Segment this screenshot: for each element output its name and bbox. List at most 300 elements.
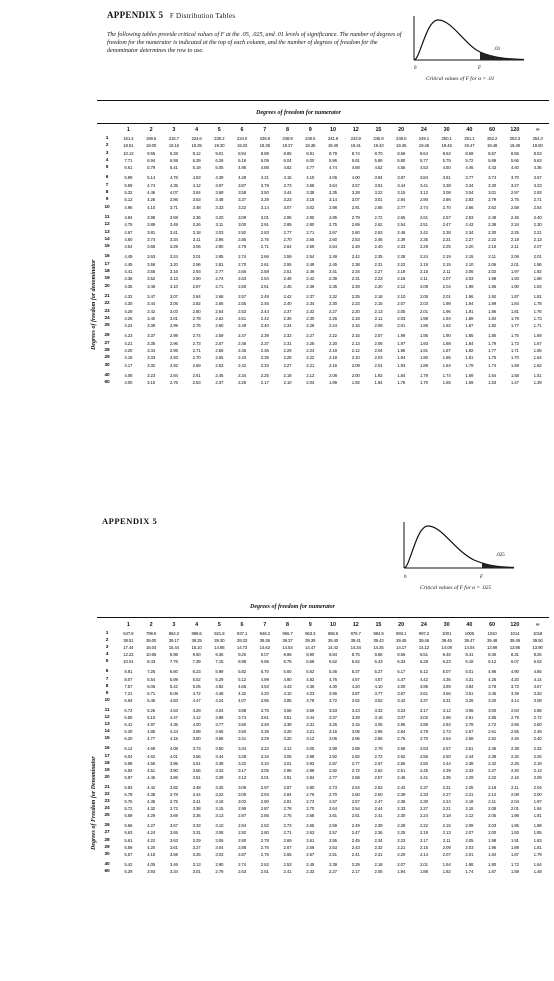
- critical-value-cell: 3.17: [419, 707, 428, 713]
- critical-value-cell: 2.53: [374, 784, 383, 790]
- critical-value-cell: 2.85: [215, 254, 224, 260]
- critical-value-cell: 2.49: [533, 729, 542, 735]
- critical-value-cell: 9.55: [147, 150, 156, 156]
- critical-value-cell: 2.83: [465, 197, 474, 203]
- table-row: [97, 721, 549, 728]
- critical-value-cell: 2.09: [374, 323, 383, 329]
- critical-value-cell: 19.38: [305, 143, 316, 149]
- critical-value-cell: 2.64: [351, 784, 360, 790]
- critical-value-cell: 4.45: [124, 261, 133, 267]
- critical-value-cell: 3.06: [329, 736, 337, 742]
- critical-value-cell: 2.01: [374, 362, 383, 368]
- critical-value-cell: 6.54: [147, 676, 156, 682]
- critical-value-cell: 243.9: [350, 136, 361, 141]
- appendix-label-2: APPENDIX 5: [102, 516, 158, 526]
- critical-value-cell: 9.60: [192, 652, 201, 658]
- critical-value-cell: 2.65: [306, 823, 315, 829]
- critical-value-cell: 3.33: [192, 823, 201, 829]
- critical-value-cell: 1.76: [533, 308, 542, 314]
- table-row: [97, 171, 549, 181]
- critical-value-cell: 5.52: [192, 676, 201, 682]
- denominator-df-cell: 40: [104, 861, 110, 867]
- critical-value-cell: 2.80: [192, 308, 201, 314]
- critical-value-cell: 2.51: [260, 868, 269, 874]
- critical-value-cell: 3.96: [329, 690, 337, 696]
- critical-value-cell: 2.01: [419, 308, 428, 314]
- critical-value-cell: 7.15: [215, 659, 224, 665]
- critical-value-cell: 3.24: [169, 254, 178, 260]
- critical-value-cell: 5.59: [124, 844, 133, 850]
- critical-value-cell: 3.20: [169, 261, 178, 267]
- critical-value-cell: 2.47: [442, 222, 451, 228]
- critical-value-cell: 2.53: [283, 861, 292, 867]
- denominator-df-cell: 30: [104, 851, 110, 857]
- critical-value-cell: 2.70: [419, 736, 428, 742]
- critical-value-cell: 2.74: [238, 861, 247, 867]
- critical-value-cell: 3.15: [329, 729, 337, 735]
- critical-value-cell: 3.59: [306, 707, 315, 713]
- critical-value-cell: 2.13: [351, 340, 360, 346]
- critical-value-cell: 2.18: [374, 861, 383, 867]
- critical-value-cell: 254.3: [532, 136, 543, 141]
- critical-value-cell: 2.54: [533, 204, 542, 210]
- critical-value-cell: 993.1: [396, 631, 407, 636]
- critical-value-cell: 1.84: [397, 372, 406, 378]
- critical-value-cell: 4.30: [124, 301, 133, 307]
- critical-value-cell: 3.13: [238, 774, 247, 780]
- curve-origin-label: 0: [414, 66, 417, 71]
- numerator-df-header: 2: [149, 622, 153, 628]
- critical-value-cell: 2.75: [329, 222, 337, 228]
- critical-value-cell: 6.62: [329, 659, 337, 665]
- critical-value-cell: 3.44: [397, 182, 406, 188]
- critical-value-cell: 3.59: [169, 851, 178, 857]
- critical-value-cell: 2.46: [510, 736, 519, 742]
- critical-value-cell: 240.5: [305, 136, 316, 141]
- critical-value-cell: 4.08: [169, 746, 178, 752]
- critical-value-cell: 4.12: [192, 715, 201, 721]
- table-row: [97, 211, 549, 221]
- critical-value-cell: 2.39: [374, 823, 383, 829]
- critical-value-cell: 4.53: [192, 175, 201, 181]
- denominator-df-cell: 25: [104, 813, 110, 819]
- critical-value-cell: 2.46: [397, 774, 406, 780]
- critical-value-cell: 2.98: [169, 333, 178, 339]
- critical-value-cell: 9.07: [260, 652, 269, 658]
- denominator-df-cell: 5: [105, 165, 109, 171]
- critical-value-cell: 199.5: [145, 136, 157, 141]
- critical-value-cell: 4.40: [510, 165, 519, 171]
- numerator-df-header: 10: [329, 622, 336, 628]
- critical-value-cell: 2.25: [510, 229, 519, 235]
- denominator-df-cell: 17: [104, 261, 110, 267]
- curve-origin-label: 0: [404, 575, 407, 580]
- critical-value-cell: 3.78: [488, 683, 497, 689]
- table-row: [97, 347, 549, 354]
- critical-value-cell: 4.74: [329, 165, 337, 171]
- critical-value-cell: 6.52: [351, 659, 360, 665]
- critical-value-cell: 3.08: [442, 190, 451, 196]
- critical-value-cell: 2.46: [306, 269, 315, 275]
- table-row: [97, 774, 549, 781]
- critical-value-cell: 2.18: [351, 315, 360, 321]
- critical-value-cell: 2.77: [283, 229, 292, 235]
- critical-value-cell: 2.51: [351, 813, 360, 819]
- critical-value-cell: 2.53: [465, 214, 474, 220]
- numerator-df-header: 20: [398, 127, 405, 133]
- critical-value-cell: 2.64: [283, 244, 292, 250]
- critical-value-cell: 19.47: [464, 143, 475, 149]
- critical-value-cell: 1.86: [488, 308, 497, 314]
- critical-value-cell: 2.10: [283, 380, 292, 386]
- critical-value-cell: 2.35: [442, 774, 451, 780]
- critical-value-cell: 4.28: [192, 707, 201, 713]
- critical-value-cell: 7.71: [124, 157, 133, 163]
- critical-value-cell: 3.29: [283, 729, 292, 735]
- critical-value-cell: 2.64: [442, 736, 451, 742]
- critical-value-cell: 2.92: [238, 229, 247, 235]
- critical-value-cell: 2.66: [238, 269, 247, 275]
- critical-value-cell: 4.90: [510, 669, 519, 675]
- critical-value-cell: 39.40: [327, 638, 339, 644]
- critical-value-cell: 2.69: [283, 837, 292, 843]
- critical-value-cell: 3.02: [419, 715, 428, 721]
- critical-value-cell: 3.69: [169, 813, 178, 819]
- curve-f-label: F: [478, 66, 482, 71]
- critical-value-cell: 19.16: [168, 143, 179, 149]
- critical-value-cell: 2.38: [465, 760, 474, 766]
- critical-value-cell: 2.24: [306, 348, 315, 354]
- critical-value-cell: 2.28: [397, 823, 406, 829]
- critical-value-cell: 2.91: [260, 222, 269, 228]
- critical-value-cell: 2.04: [374, 348, 383, 354]
- critical-value-cell: 2.68: [306, 813, 315, 819]
- critical-value-cell: 5.59: [124, 182, 133, 188]
- critical-value-cell: 10.13: [123, 150, 134, 156]
- critical-value-cell: 2.76: [306, 791, 315, 797]
- critical-value-cell: 2.67: [329, 229, 337, 235]
- critical-value-cell: 2.51: [260, 283, 269, 289]
- critical-value-cell: 3.95: [169, 760, 178, 766]
- critical-value-cell: 2.12: [465, 813, 474, 819]
- critical-value-cell: 4.31: [465, 676, 474, 682]
- critical-value-cell: 3.10: [215, 823, 224, 829]
- critical-value-cell: 4.24: [169, 729, 178, 735]
- critical-value-cell: 2.64: [215, 308, 224, 314]
- denominator-df-cell: 18: [104, 760, 110, 766]
- critical-value-cell: 2.17: [419, 837, 428, 843]
- critical-value-cell: 2.19: [419, 261, 428, 267]
- critical-value-cell: 2.30: [329, 301, 337, 307]
- table-row: [97, 851, 549, 858]
- critical-value-cell: 17.44: [123, 645, 134, 651]
- critical-value-cell: 8.94: [238, 150, 247, 156]
- critical-value-cell: 2.90: [192, 276, 201, 282]
- critical-value-cell: 14.04: [464, 645, 475, 651]
- critical-value-cell: 2.10: [351, 355, 360, 361]
- critical-value-cell: 5.98: [124, 760, 133, 766]
- table-row: [97, 844, 549, 851]
- critical-value-cell: 3.88: [238, 707, 247, 713]
- critical-value-cell: 2.70: [238, 261, 247, 267]
- critical-value-cell: 3.00: [238, 222, 247, 228]
- numerator-df-header: 30: [443, 622, 450, 628]
- table-row: [97, 196, 549, 203]
- table-row: [97, 735, 549, 742]
- numerator-df-header: 40: [466, 127, 473, 133]
- table-row: [97, 236, 549, 243]
- critical-value-cell: 1.97: [533, 799, 542, 805]
- critical-value-cell: 6.43: [374, 659, 383, 665]
- table-row: [97, 742, 549, 752]
- critical-value-cell: 3.02: [238, 799, 247, 805]
- critical-value-cell: 2.24: [329, 323, 337, 329]
- critical-value-cell: 6.04: [124, 753, 133, 759]
- critical-value-cell: 3.29: [260, 736, 269, 742]
- critical-value-cell: 1.64: [533, 861, 542, 867]
- critical-value-cell: 956.7: [282, 631, 293, 636]
- critical-value-cell: 2.20: [465, 244, 474, 250]
- critical-value-cell: 2.37: [283, 308, 292, 314]
- critical-value-cell: 3.94: [374, 175, 383, 181]
- critical-value-cell: 2.01: [510, 261, 519, 267]
- critical-value-cell: 3.51: [465, 690, 474, 696]
- table-row: [97, 308, 549, 315]
- critical-value-cell: 1.73: [533, 315, 542, 321]
- critical-value-cell: 3.03: [215, 851, 224, 857]
- critical-value-cell: 2.85: [283, 222, 292, 228]
- table-row: [97, 644, 549, 651]
- critical-value-cell: 3.29: [169, 244, 178, 250]
- critical-value-cell: 2.27: [442, 791, 451, 797]
- critical-value-cell: 3.17: [238, 767, 247, 773]
- table-row: [97, 142, 549, 149]
- critical-value-cell: 3.14: [329, 197, 337, 203]
- critical-value-cell: 2.31: [442, 236, 451, 242]
- denominator-df-cell: 23: [104, 308, 110, 314]
- critical-value-cell: 14.47: [305, 645, 316, 651]
- critical-value-cell: 2.72: [351, 767, 360, 773]
- critical-value-cell: 2.96: [169, 340, 178, 346]
- critical-value-cell: 2.22: [488, 774, 497, 780]
- critical-value-cell: 2.32: [329, 293, 337, 299]
- critical-value-cell: 4.50: [442, 165, 451, 171]
- critical-value-cell: 2.17: [260, 380, 269, 386]
- critical-value-cell: 18.51: [123, 143, 134, 149]
- table-row: [97, 261, 549, 268]
- critical-value-cell: 3.42: [397, 697, 406, 703]
- critical-value-cell: 13.95: [509, 645, 520, 651]
- critical-value-cell: 4.67: [124, 229, 133, 235]
- critical-value-cell: 2.40: [533, 736, 542, 742]
- critical-value-cell: 3.52: [147, 276, 156, 282]
- critical-value-cell: 5.79: [124, 791, 133, 797]
- critical-value-cell: 937.1: [236, 631, 248, 636]
- critical-value-cell: 6.60: [169, 669, 178, 675]
- table-row: [97, 829, 549, 836]
- critical-value-cell: 5.75: [124, 799, 133, 805]
- critical-value-cell: 3.33: [147, 355, 156, 361]
- critical-value-cell: 6.26: [215, 157, 224, 163]
- critical-value-cell: 2.00: [351, 372, 360, 378]
- critical-value-cell: 39.46: [418, 638, 430, 644]
- numerator-df-header: 24: [420, 127, 427, 133]
- critical-value-cell: 6.59: [169, 157, 178, 163]
- critical-value-cell: 39.17: [168, 638, 179, 644]
- table-row: [97, 135, 549, 142]
- critical-value-cell: 3.64: [329, 182, 337, 188]
- critical-value-cell: 2.50: [374, 791, 383, 797]
- critical-value-cell: 4.20: [124, 348, 133, 354]
- critical-value-cell: 3.90: [169, 767, 178, 773]
- critical-value-cell: 1.96: [488, 844, 497, 850]
- critical-value-cell: 6.12: [488, 659, 497, 665]
- critical-value-cell: 4.77: [306, 165, 315, 171]
- critical-value-cell: 1.47: [510, 380, 519, 386]
- table-header-rule-2: [97, 617, 549, 618]
- critical-value-cell: 8.74: [351, 150, 360, 156]
- critical-value-cell: 1.92: [533, 269, 542, 275]
- critical-value-cell: 3.41: [169, 229, 178, 235]
- critical-value-cell: 4.32: [238, 690, 247, 696]
- table-row: [97, 781, 549, 791]
- critical-value-cell: 1.51: [533, 372, 542, 378]
- critical-value-cell: 2.10: [397, 293, 406, 299]
- critical-value-cell: 2.16: [351, 323, 360, 329]
- critical-value-cell: 1.91: [465, 308, 474, 314]
- numerator-df-header: 24: [420, 622, 427, 628]
- critical-value-cell: 3.74: [488, 175, 497, 181]
- critical-value-cell: 39.49: [509, 638, 520, 644]
- critical-value-cell: 2.90: [419, 197, 428, 203]
- critical-value-cell: 1006: [464, 631, 474, 636]
- critical-value-cell: 39.48: [486, 638, 498, 644]
- critical-value-cell: 39.50: [532, 638, 543, 644]
- critical-value-cell: 3.14: [260, 204, 269, 210]
- critical-value-cell: 1.69: [533, 333, 542, 339]
- critical-value-cell: 9.36: [215, 652, 224, 658]
- critical-value-cell: 3.59: [147, 261, 156, 267]
- critical-value-cell: 3.69: [215, 190, 224, 196]
- critical-value-cell: 2.06: [465, 269, 474, 275]
- critical-value-cell: 4.75: [124, 222, 133, 228]
- critical-value-cell: 2.61: [192, 372, 201, 378]
- critical-value-cell: 3.85: [283, 697, 292, 703]
- curve-alpha-label: .025: [496, 553, 505, 558]
- critical-value-cell: 5.61: [124, 837, 133, 843]
- critical-value-cell: 2.61: [306, 837, 315, 843]
- critical-value-cell: 1.99: [329, 380, 337, 386]
- critical-value-cell: 6.41: [124, 722, 133, 728]
- critical-value-cell: 6.94: [147, 157, 156, 163]
- critical-value-cell: 3.37: [238, 197, 247, 203]
- critical-value-cell: 3.63: [192, 197, 201, 203]
- critical-value-cell: 3.70: [510, 175, 519, 181]
- critical-value-cell: 1.92: [374, 372, 383, 378]
- critical-value-cell: 2.90: [260, 799, 269, 805]
- critical-value-cell: 2.14: [488, 791, 497, 797]
- critical-value-cell: 3.61: [419, 690, 428, 696]
- critical-value-cell: 3.60: [238, 722, 247, 728]
- critical-value-cell: 15.44: [168, 645, 179, 651]
- numerator-heading-1: Degrees of freedom for numerator: [256, 110, 341, 116]
- critical-value-cell: 2.53: [215, 362, 224, 368]
- critical-value-cell: 6.07: [510, 659, 519, 665]
- numerator-df-header: 4: [195, 622, 199, 628]
- critical-value-cell: 3.20: [215, 214, 224, 220]
- critical-value-cell: 6.39: [192, 157, 201, 163]
- critical-value-cell: 4.54: [124, 244, 133, 250]
- critical-value-cell: 3.72: [169, 806, 178, 812]
- critical-value-cell: 1.53: [488, 380, 497, 386]
- critical-value-cell: 3.26: [465, 697, 474, 703]
- critical-value-cell: 1.82: [488, 323, 497, 329]
- critical-value-cell: 4.62: [374, 165, 383, 171]
- critical-value-cell: 4.36: [533, 165, 542, 171]
- critical-value-cell: 3.34: [169, 868, 178, 874]
- critical-value-cell: 3.23: [533, 182, 542, 188]
- critical-value-cell: 6.06: [147, 683, 156, 689]
- critical-value-cell: 19.25: [191, 143, 202, 149]
- critical-value-cell: 2.03: [374, 355, 383, 361]
- critical-value-cell: 14.42: [327, 645, 339, 651]
- critical-value-cell: 2.57: [306, 851, 315, 857]
- numerator-df-header: 9: [308, 127, 312, 133]
- critical-value-cell: 5.69: [124, 813, 133, 819]
- critical-value-cell: 2.20: [510, 767, 519, 773]
- critical-value-cell: 1.99: [397, 333, 406, 339]
- critical-value-cell: 2.37: [306, 293, 315, 299]
- critical-value-cell: 2.72: [488, 722, 497, 728]
- critical-value-cell: 2.11: [442, 837, 451, 843]
- critical-value-cell: 2.99: [329, 746, 337, 752]
- critical-value-cell: 2.70: [192, 355, 201, 361]
- critical-value-cell: 2.34: [351, 269, 360, 275]
- denominator-df-cell: 10: [104, 204, 110, 210]
- critical-value-cell: 3.80: [192, 736, 201, 742]
- critical-value-cell: 1.95: [488, 283, 497, 289]
- critical-value-cell: 2.05: [397, 308, 406, 314]
- critical-value-cell: 9.98: [169, 652, 178, 658]
- critical-value-cell: 2.78: [192, 315, 201, 321]
- denominator-df-cell: 27: [104, 830, 110, 836]
- critical-value-cell: 6.28: [419, 659, 428, 665]
- critical-value-cell: 3.12: [442, 707, 451, 713]
- critical-value-cell: 2.36: [260, 348, 269, 354]
- critical-value-cell: 2.24: [419, 813, 428, 819]
- critical-value-cell: 2.59: [306, 244, 315, 250]
- critical-value-cell: 8.81: [306, 150, 315, 156]
- denominator-label-1: Degrees of freedom for denominator: [91, 259, 97, 350]
- critical-value-cell: 2.18: [465, 799, 474, 805]
- critical-value-cell: 3.18: [306, 197, 315, 203]
- critical-value-cell: 3.00: [488, 707, 497, 713]
- critical-value-cell: 2.49: [351, 823, 360, 829]
- denominator-df-cell: 4: [105, 157, 109, 163]
- critical-value-cell: 3.27: [192, 844, 201, 850]
- critical-value-cell: 2.29: [283, 348, 292, 354]
- critical-value-cell: 2.46: [238, 340, 247, 346]
- critical-value-cell: 3.28: [351, 715, 360, 721]
- table-row: [97, 683, 549, 690]
- table-row: [97, 329, 549, 339]
- critical-value-cell: 2.97: [260, 784, 269, 790]
- critical-value-cell: 2.31: [283, 340, 292, 346]
- critical-value-cell: 3.06: [192, 244, 201, 250]
- critical-value-cell: 3.55: [147, 269, 156, 275]
- appendix-label: APPENDIX 5: [107, 10, 164, 20]
- critical-value-cell: 2.20: [374, 283, 383, 289]
